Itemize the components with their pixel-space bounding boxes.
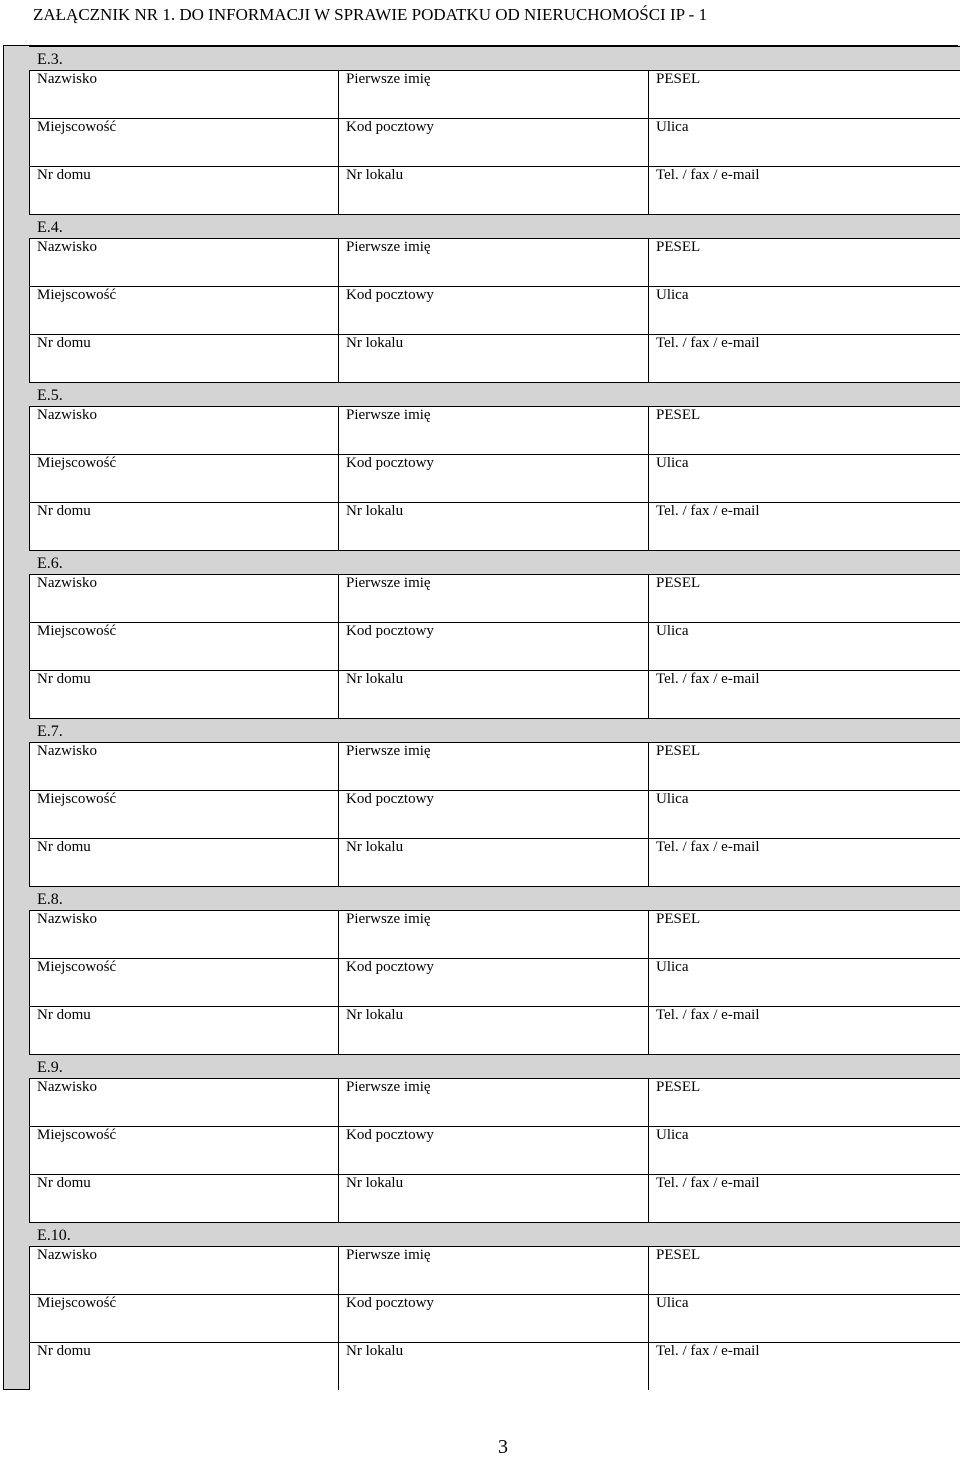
form-field[interactable] bbox=[648, 1078, 960, 1126]
form-row bbox=[29, 334, 960, 382]
section-header bbox=[29, 382, 960, 406]
field-label: Kod pocztowy bbox=[346, 287, 434, 303]
form-field[interactable] bbox=[338, 166, 648, 214]
field-label: Pierwsze imię bbox=[346, 239, 431, 255]
field-label: Ulica bbox=[656, 1127, 689, 1143]
form-field[interactable] bbox=[648, 286, 960, 334]
section-code: E.7. bbox=[37, 723, 63, 740]
form-field[interactable] bbox=[338, 958, 648, 1006]
field-label: PESEL bbox=[656, 1247, 701, 1263]
form-field[interactable] bbox=[648, 70, 960, 118]
field-label: Tel. / fax / e-mail bbox=[656, 1175, 760, 1191]
field-label: Nazwisko bbox=[37, 575, 97, 591]
field-label: Nazwisko bbox=[37, 239, 97, 255]
form-field[interactable] bbox=[648, 1342, 960, 1390]
field-label: Nr domu bbox=[37, 1175, 91, 1191]
field-label: Tel. / fax / e-mail bbox=[656, 1007, 760, 1023]
field-label: Kod pocztowy bbox=[346, 1127, 434, 1143]
field-label: Ulica bbox=[656, 623, 689, 639]
field-label: PESEL bbox=[656, 575, 701, 591]
form-field[interactable] bbox=[338, 574, 648, 622]
document-title: ZAŁĄCZNIK NR 1. DO INFORMACJI W SPRAWIE PODATKU OD NIERUCHOMOŚCI IP - 1 bbox=[33, 5, 708, 24]
field-label: Ulica bbox=[656, 1295, 689, 1311]
form-field[interactable] bbox=[29, 622, 338, 670]
form-field[interactable] bbox=[29, 910, 338, 958]
form-row bbox=[29, 1342, 960, 1390]
form-field[interactable] bbox=[648, 1246, 960, 1294]
field-label: Tel. / fax / e-mail bbox=[656, 839, 760, 855]
person-section bbox=[29, 1222, 960, 1390]
form-row bbox=[29, 958, 960, 1006]
section-code: E.6. bbox=[37, 555, 63, 572]
form-field[interactable] bbox=[29, 1294, 338, 1342]
field-label: PESEL bbox=[656, 71, 701, 87]
page-number: 3 bbox=[498, 1436, 508, 1458]
field-label: Ulica bbox=[656, 791, 689, 807]
form-field[interactable] bbox=[29, 166, 338, 214]
form-field[interactable] bbox=[648, 622, 960, 670]
form-field[interactable] bbox=[648, 1174, 960, 1222]
person-section bbox=[29, 214, 960, 382]
field-label: PESEL bbox=[656, 1079, 701, 1095]
field-label: Miejscowość bbox=[37, 791, 117, 807]
field-label: Ulica bbox=[656, 455, 689, 471]
section-header bbox=[29, 46, 960, 70]
form-field[interactable] bbox=[648, 1126, 960, 1174]
form-field[interactable] bbox=[338, 286, 648, 334]
field-label: PESEL bbox=[656, 911, 701, 927]
form-row bbox=[29, 1078, 960, 1126]
field-label: Pierwsze imię bbox=[346, 575, 431, 591]
field-label: Miejscowość bbox=[37, 1295, 117, 1311]
form-field[interactable] bbox=[29, 502, 338, 550]
form-field[interactable] bbox=[648, 118, 960, 166]
field-label: Miejscowość bbox=[37, 119, 117, 135]
form-row bbox=[29, 790, 960, 838]
form-row bbox=[29, 670, 960, 718]
field-label: Tel. / fax / e-mail bbox=[656, 671, 760, 687]
form-field[interactable] bbox=[29, 790, 338, 838]
form-field[interactable] bbox=[29, 1126, 338, 1174]
section-code: E.4. bbox=[37, 219, 63, 236]
section-header bbox=[29, 886, 960, 910]
person-section bbox=[29, 718, 960, 886]
form-field[interactable] bbox=[338, 334, 648, 382]
form-field[interactable] bbox=[29, 70, 338, 118]
field-label: Nr lokalu bbox=[346, 671, 404, 687]
field-label: Pierwsze imię bbox=[346, 743, 431, 759]
form-row bbox=[29, 910, 960, 958]
field-label: Kod pocztowy bbox=[346, 1295, 434, 1311]
form-field[interactable] bbox=[338, 742, 648, 790]
field-label: Kod pocztowy bbox=[346, 119, 434, 135]
form-field[interactable] bbox=[648, 838, 960, 886]
form-field[interactable] bbox=[29, 454, 338, 502]
field-label: Tel. / fax / e-mail bbox=[656, 503, 760, 519]
field-label: PESEL bbox=[656, 239, 701, 255]
form-row bbox=[29, 406, 960, 454]
form-field[interactable] bbox=[338, 1006, 648, 1054]
form-field[interactable] bbox=[648, 670, 960, 718]
person-section bbox=[29, 1054, 960, 1222]
form-row bbox=[29, 1006, 960, 1054]
form-field[interactable] bbox=[29, 574, 338, 622]
form-field[interactable] bbox=[338, 790, 648, 838]
field-label: Nr lokalu bbox=[346, 839, 404, 855]
form-field[interactable] bbox=[648, 1294, 960, 1342]
field-label: Nr domu bbox=[37, 167, 91, 183]
form-field[interactable] bbox=[648, 238, 960, 286]
field-label: Miejscowość bbox=[37, 623, 117, 639]
field-label: Nr domu bbox=[37, 1007, 91, 1023]
field-label: Nazwisko bbox=[37, 743, 97, 759]
section-header bbox=[29, 550, 960, 574]
form-field[interactable] bbox=[338, 838, 648, 886]
field-label: PESEL bbox=[656, 407, 701, 423]
field-label: Ulica bbox=[656, 287, 689, 303]
form-field[interactable] bbox=[648, 574, 960, 622]
form-row bbox=[29, 166, 960, 214]
section-code: E.8. bbox=[37, 891, 63, 908]
form-row bbox=[29, 454, 960, 502]
section-header bbox=[29, 718, 960, 742]
form-field[interactable] bbox=[338, 1342, 648, 1390]
field-label: Kod pocztowy bbox=[346, 791, 434, 807]
form-row bbox=[29, 238, 960, 286]
field-label: Tel. / fax / e-mail bbox=[656, 335, 760, 351]
field-label: Miejscowość bbox=[37, 959, 117, 975]
field-label: Nr domu bbox=[37, 839, 91, 855]
form-field[interactable] bbox=[338, 502, 648, 550]
person-section bbox=[29, 886, 960, 1054]
field-label: Nr lokalu bbox=[346, 1343, 404, 1359]
form-field[interactable] bbox=[648, 406, 960, 454]
form-field[interactable] bbox=[648, 742, 960, 790]
form-row bbox=[29, 742, 960, 790]
form-field[interactable] bbox=[338, 454, 648, 502]
form-field[interactable] bbox=[338, 406, 648, 454]
field-label: Miejscowość bbox=[37, 287, 117, 303]
form-field[interactable] bbox=[648, 334, 960, 382]
field-label: Ulica bbox=[656, 119, 689, 135]
form-field[interactable] bbox=[29, 238, 338, 286]
form-row bbox=[29, 70, 960, 118]
field-label: Kod pocztowy bbox=[346, 623, 434, 639]
form-field[interactable] bbox=[29, 742, 338, 790]
field-label: Nazwisko bbox=[37, 1247, 97, 1263]
field-label: Nr lokalu bbox=[346, 1175, 404, 1191]
form-field[interactable] bbox=[29, 1174, 338, 1222]
form-field[interactable] bbox=[29, 118, 338, 166]
form-row bbox=[29, 502, 960, 550]
form-field[interactable] bbox=[338, 1294, 648, 1342]
field-label: Kod pocztowy bbox=[346, 455, 434, 471]
form-field[interactable] bbox=[338, 118, 648, 166]
form-field[interactable] bbox=[338, 1246, 648, 1294]
form-field[interactable] bbox=[338, 1078, 648, 1126]
form-field[interactable] bbox=[29, 286, 338, 334]
field-label: Pierwsze imię bbox=[346, 71, 431, 87]
form-field[interactable] bbox=[648, 1006, 960, 1054]
form-row bbox=[29, 1294, 960, 1342]
field-label: Ulica bbox=[656, 959, 689, 975]
form-field[interactable] bbox=[29, 1006, 338, 1054]
form-row bbox=[29, 838, 960, 886]
section-code: E.9. bbox=[37, 1059, 63, 1076]
form-field[interactable] bbox=[648, 958, 960, 1006]
field-label: Nr lokalu bbox=[346, 503, 404, 519]
field-label: PESEL bbox=[656, 743, 701, 759]
field-label: Nazwisko bbox=[37, 911, 97, 927]
form-field[interactable] bbox=[648, 910, 960, 958]
form-row bbox=[29, 574, 960, 622]
field-label: Tel. / fax / e-mail bbox=[656, 167, 760, 183]
form-field[interactable] bbox=[29, 334, 338, 382]
form-frame bbox=[3, 45, 958, 1390]
form-field[interactable] bbox=[648, 790, 960, 838]
form-field[interactable] bbox=[338, 910, 648, 958]
form-row bbox=[29, 1246, 960, 1294]
field-label: Kod pocztowy bbox=[346, 959, 434, 975]
field-label: Pierwsze imię bbox=[346, 407, 431, 423]
form-field[interactable] bbox=[338, 238, 648, 286]
field-label: Nazwisko bbox=[37, 71, 97, 87]
form-field[interactable] bbox=[29, 1246, 338, 1294]
field-label: Nazwisko bbox=[37, 1079, 97, 1095]
form-field[interactable] bbox=[338, 670, 648, 718]
section-header bbox=[29, 1054, 960, 1078]
section-code: E.10. bbox=[37, 1227, 71, 1244]
form-row bbox=[29, 286, 960, 334]
form-row bbox=[29, 1126, 960, 1174]
form-field[interactable] bbox=[29, 958, 338, 1006]
section-code: E.5. bbox=[37, 387, 63, 404]
field-label: Pierwsze imię bbox=[346, 1079, 431, 1095]
field-label: Nr domu bbox=[37, 335, 91, 351]
form-field[interactable] bbox=[648, 166, 960, 214]
form-field[interactable] bbox=[29, 838, 338, 886]
field-label: Nr lokalu bbox=[346, 335, 404, 351]
form-field[interactable] bbox=[29, 1078, 338, 1126]
field-label: Miejscowość bbox=[37, 1127, 117, 1143]
form-field[interactable] bbox=[338, 70, 648, 118]
field-label: Pierwsze imię bbox=[346, 911, 431, 927]
form-field[interactable] bbox=[29, 406, 338, 454]
field-label: Nr lokalu bbox=[346, 1007, 404, 1023]
field-label: Nr domu bbox=[37, 671, 91, 687]
form-field[interactable] bbox=[338, 1126, 648, 1174]
field-label: Tel. / fax / e-mail bbox=[656, 1343, 760, 1359]
form-row bbox=[29, 622, 960, 670]
form-field[interactable] bbox=[648, 502, 960, 550]
field-label: Nr domu bbox=[37, 503, 91, 519]
field-label: Nazwisko bbox=[37, 407, 97, 423]
form-field[interactable] bbox=[29, 1342, 338, 1390]
form-row bbox=[29, 118, 960, 166]
person-section bbox=[29, 382, 960, 550]
form-field[interactable] bbox=[29, 670, 338, 718]
field-label: Pierwsze imię bbox=[346, 1247, 431, 1263]
form-field[interactable] bbox=[648, 454, 960, 502]
person-section bbox=[29, 550, 960, 718]
section-header bbox=[29, 1222, 960, 1246]
form-row bbox=[29, 1174, 960, 1222]
field-label: Nr domu bbox=[37, 1343, 91, 1359]
field-label: Nr lokalu bbox=[346, 167, 404, 183]
form-field[interactable] bbox=[338, 1174, 648, 1222]
section-header bbox=[29, 214, 960, 238]
field-label: Miejscowość bbox=[37, 455, 117, 471]
form-field[interactable] bbox=[338, 622, 648, 670]
person-section bbox=[29, 46, 960, 214]
section-code: E.3. bbox=[37, 51, 63, 68]
